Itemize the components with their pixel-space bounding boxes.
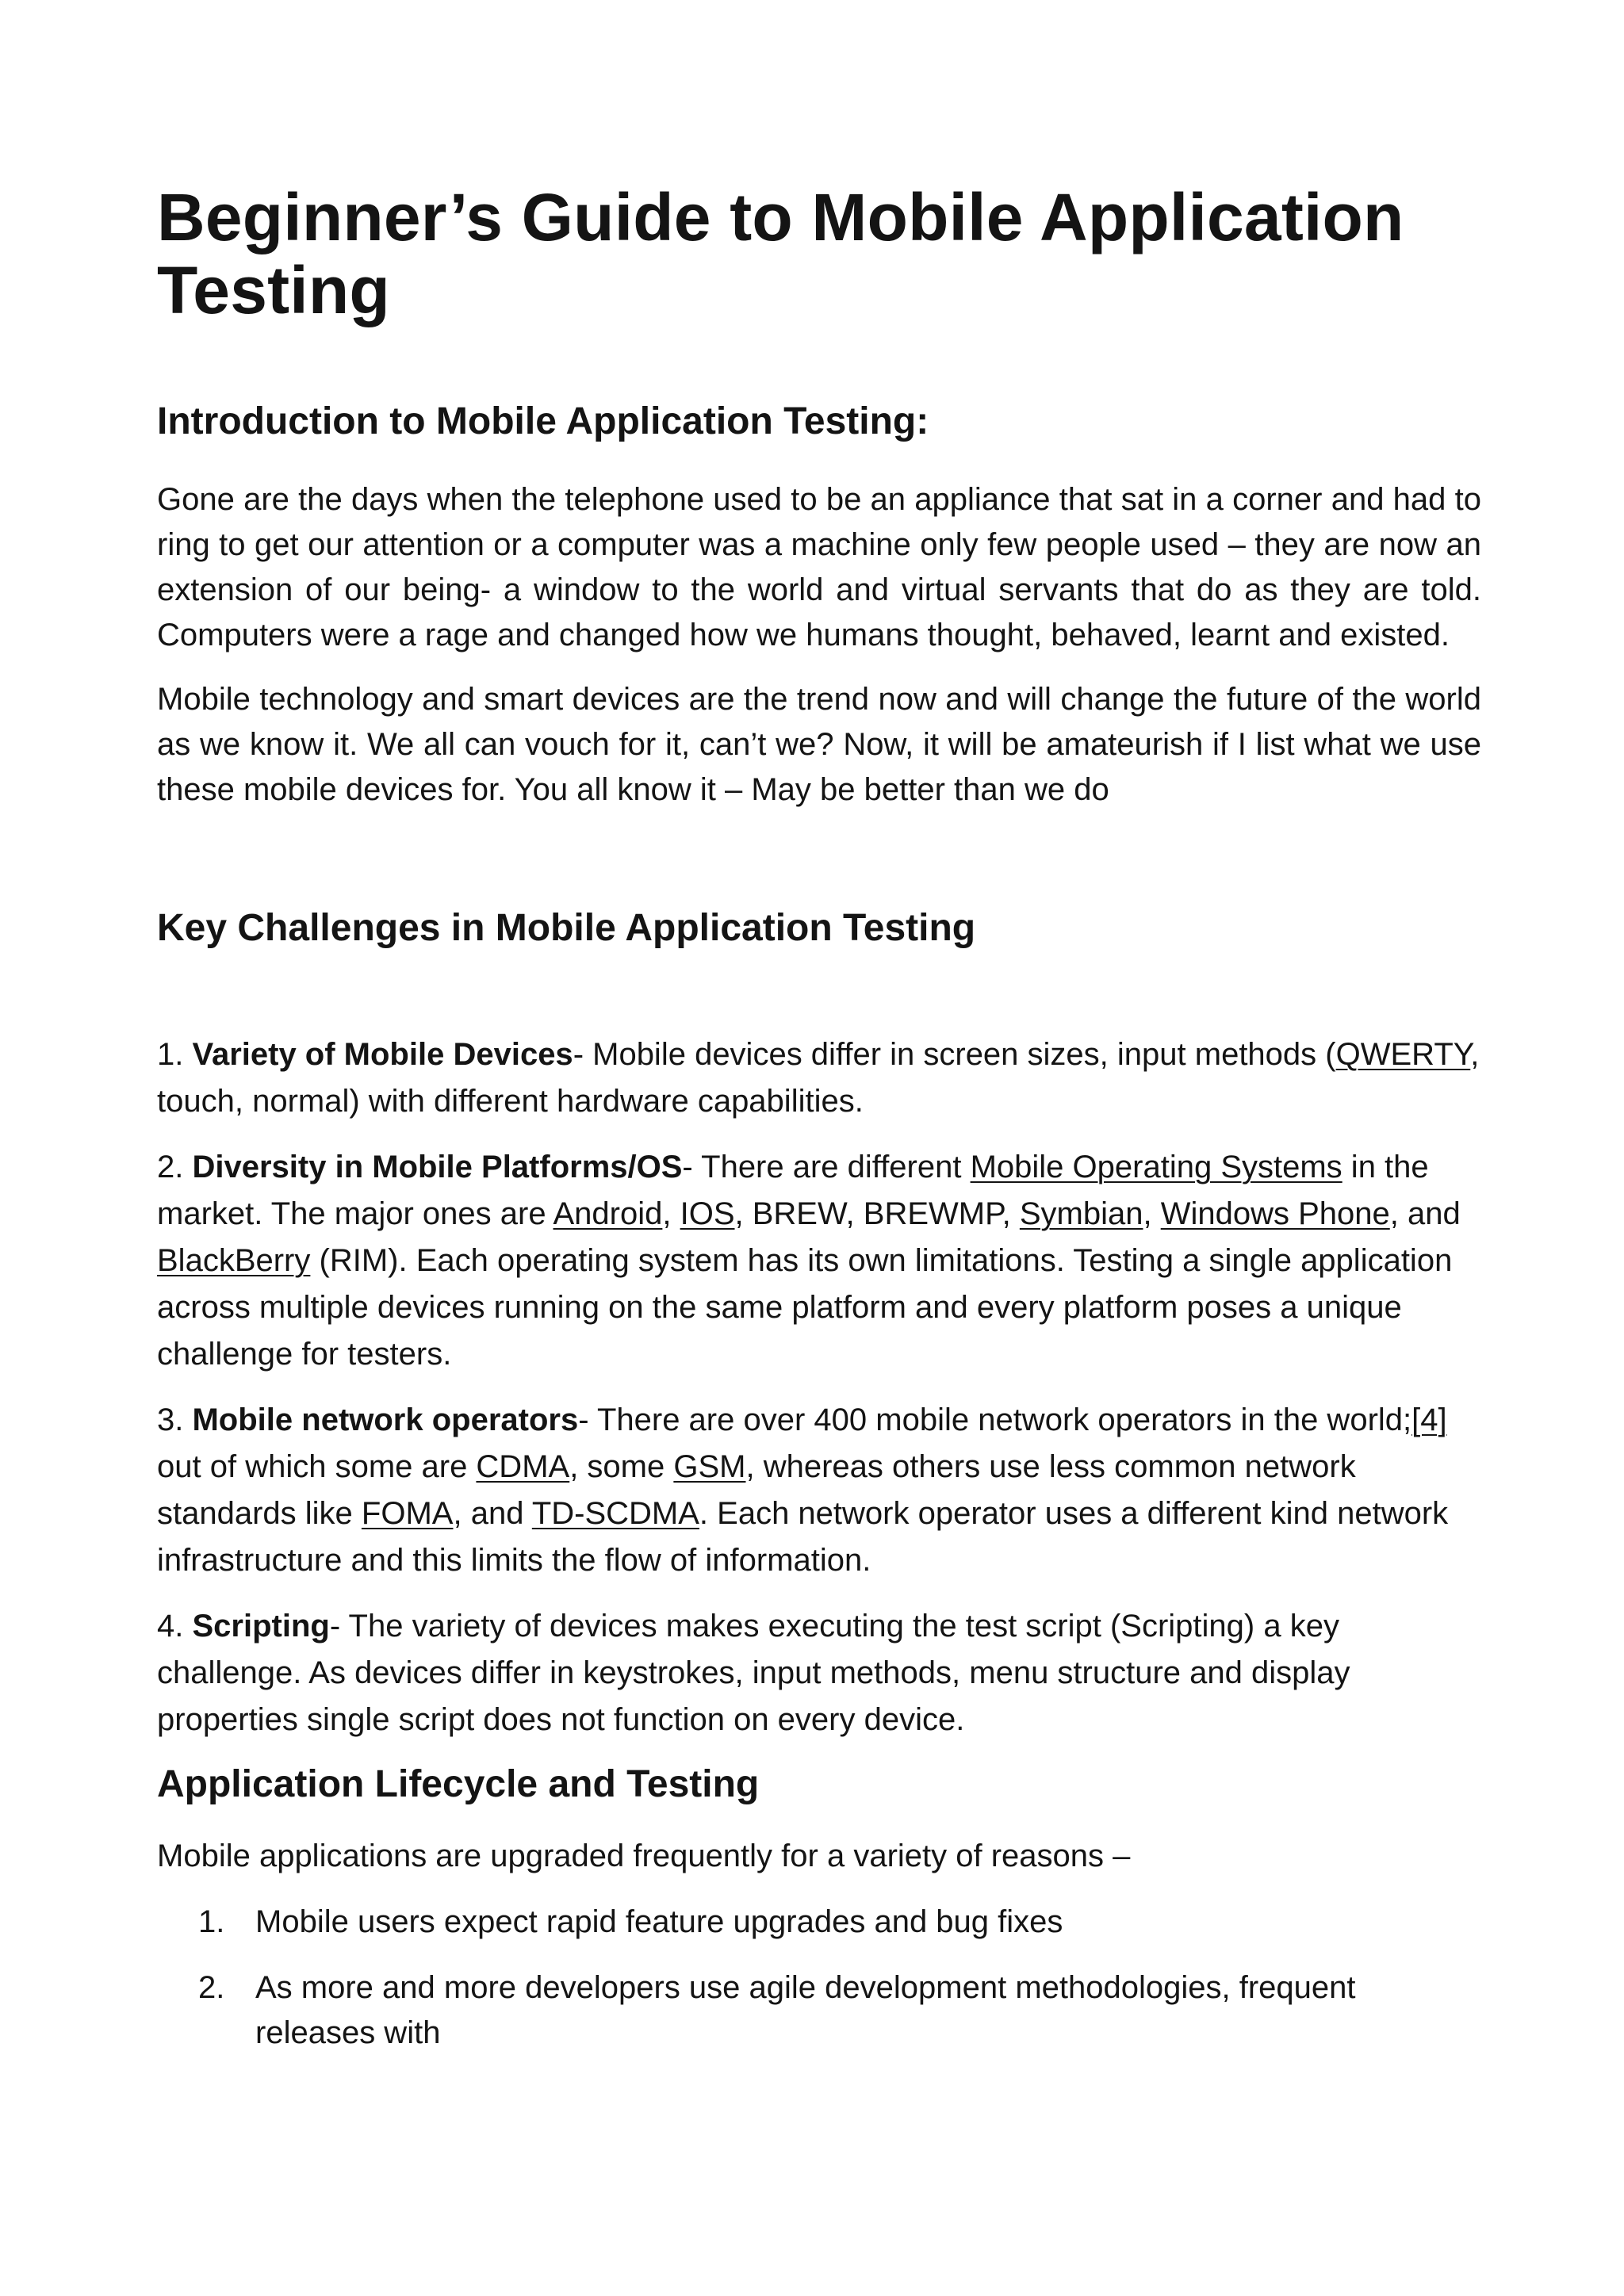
challenge-item-platforms bbox=[157, 1144, 1481, 1378]
lifecycle-list bbox=[157, 1900, 1481, 2056]
item-text: in the market. The major ones are bbox=[157, 1150, 1429, 1231]
link-blackberry[interactable]: BlackBerry bbox=[157, 1243, 311, 1278]
link-ios[interactable]: IOS bbox=[680, 1196, 735, 1231]
link-reference-4[interactable]: [4] bbox=[1411, 1402, 1447, 1437]
challenge-item-devices bbox=[157, 1031, 1481, 1125]
link-android[interactable]: Android bbox=[553, 1196, 663, 1231]
item-text: - There are over 400 mobile network operators in the world; bbox=[578, 1402, 1412, 1437]
intro-heading: Introduction to Mobile Application Testing: bbox=[157, 400, 929, 442]
item-text: , some bbox=[569, 1449, 674, 1484]
item-text: , and bbox=[453, 1496, 532, 1531]
item-text: , bbox=[662, 1196, 680, 1231]
list-text: Mobile users expect rapid feature upgrades and bug fixes bbox=[255, 1904, 1063, 1939]
list-number: 2. bbox=[198, 1970, 225, 2005]
link-td-scdma[interactable]: TD-SCDMA bbox=[531, 1496, 699, 1531]
item-text: , and bbox=[1389, 1196, 1461, 1231]
link-symbian[interactable]: Symbian bbox=[1019, 1196, 1143, 1231]
item-title: Scripting bbox=[192, 1609, 330, 1644]
link-gsm[interactable]: GSM bbox=[673, 1449, 746, 1484]
document-title: Beginner’s Guide to Mobile Application Testing bbox=[157, 180, 1404, 327]
item-text: , BREW, BREWMP, bbox=[734, 1196, 1020, 1231]
item-text: - The variety of devices makes executing the test script (Scripting) a key challenge. As devices differ in keystrokes, input methods, menu structure and display properties single script does not function on every device. bbox=[157, 1609, 1350, 1737]
list-text: As more and more developers use agile development methodologies, frequent releases with bbox=[255, 1970, 1356, 2050]
intro-paragraph-1: Gone are the days when the telephone used to be an appliance that sat in a corner and had to ring to get our attention or a computer was a machine only few people used – they are now an extension of our being- a window to the world and virtual servants that do as they are told. Computers were a rage and changed how we humans thought, behaved, learnt and existed. bbox=[157, 482, 1481, 652]
item-text: - Mobile devices differ in screen sizes, input methods ( bbox=[573, 1037, 1336, 1072]
challenge-item-scripting bbox=[157, 1603, 1481, 1743]
list-item bbox=[157, 1965, 1481, 2056]
link-mobile-operating-systems[interactable]: Mobile Operating Systems bbox=[970, 1150, 1342, 1184]
item-title: Mobile network operators bbox=[192, 1402, 579, 1437]
item-title: Variety of Mobile Devices bbox=[192, 1037, 573, 1072]
item-text: . Each network operator uses a different kind network infrastructure and this limits the flow of information. bbox=[157, 1496, 1449, 1578]
item-text: - There are different bbox=[682, 1150, 971, 1184]
item-number: 2. bbox=[157, 1150, 193, 1184]
item-text: , bbox=[1143, 1196, 1161, 1231]
item-text: , whereas others use less common network standards like bbox=[157, 1449, 1356, 1531]
item-number: 1. bbox=[157, 1037, 193, 1072]
lifecycle-heading: Application Lifecycle and Testing bbox=[157, 1763, 760, 1805]
list-item bbox=[157, 1900, 1481, 1945]
intro-paragraph-2: Mobile technology and smart devices are the trend now and will change the future of the world as we know it. We all can vouch for it, can’t we? Now, it will be amateurish if I list what we use these mobile devices for. You all know it – May be better than we do bbox=[157, 682, 1481, 807]
list-number: 1. bbox=[198, 1904, 225, 1939]
challenge-item-network-operators bbox=[157, 1397, 1481, 1584]
link-qwerty[interactable]: QWERTY bbox=[1335, 1037, 1471, 1072]
item-number: 3. bbox=[157, 1402, 193, 1437]
challenges-heading: Key Challenges in Mobile Application Testing bbox=[157, 907, 976, 949]
link-windows-phone[interactable]: Windows Phone bbox=[1160, 1196, 1390, 1231]
link-foma[interactable]: FOMA bbox=[361, 1496, 454, 1531]
item-title: Diversity in Mobile Platforms/OS bbox=[192, 1150, 683, 1184]
item-text: (RIM). Each operating system has its own limitations. Testing a single application across multiple devices running on the same platform and every platform poses a unique challenge for testers. bbox=[157, 1243, 1453, 1372]
lifecycle-intro: Mobile applications are upgraded frequently for a variety of reasons – bbox=[157, 1839, 1131, 1873]
item-text: , touch, normal) with different hardware capabilities. bbox=[157, 1037, 1480, 1119]
challenge-list bbox=[157, 1031, 1481, 1743]
link-cdma[interactable]: CDMA bbox=[476, 1449, 570, 1484]
item-number: 4. bbox=[157, 1609, 193, 1644]
document-content bbox=[157, 181, 1481, 2076]
item-text: out of which some are bbox=[157, 1449, 477, 1484]
